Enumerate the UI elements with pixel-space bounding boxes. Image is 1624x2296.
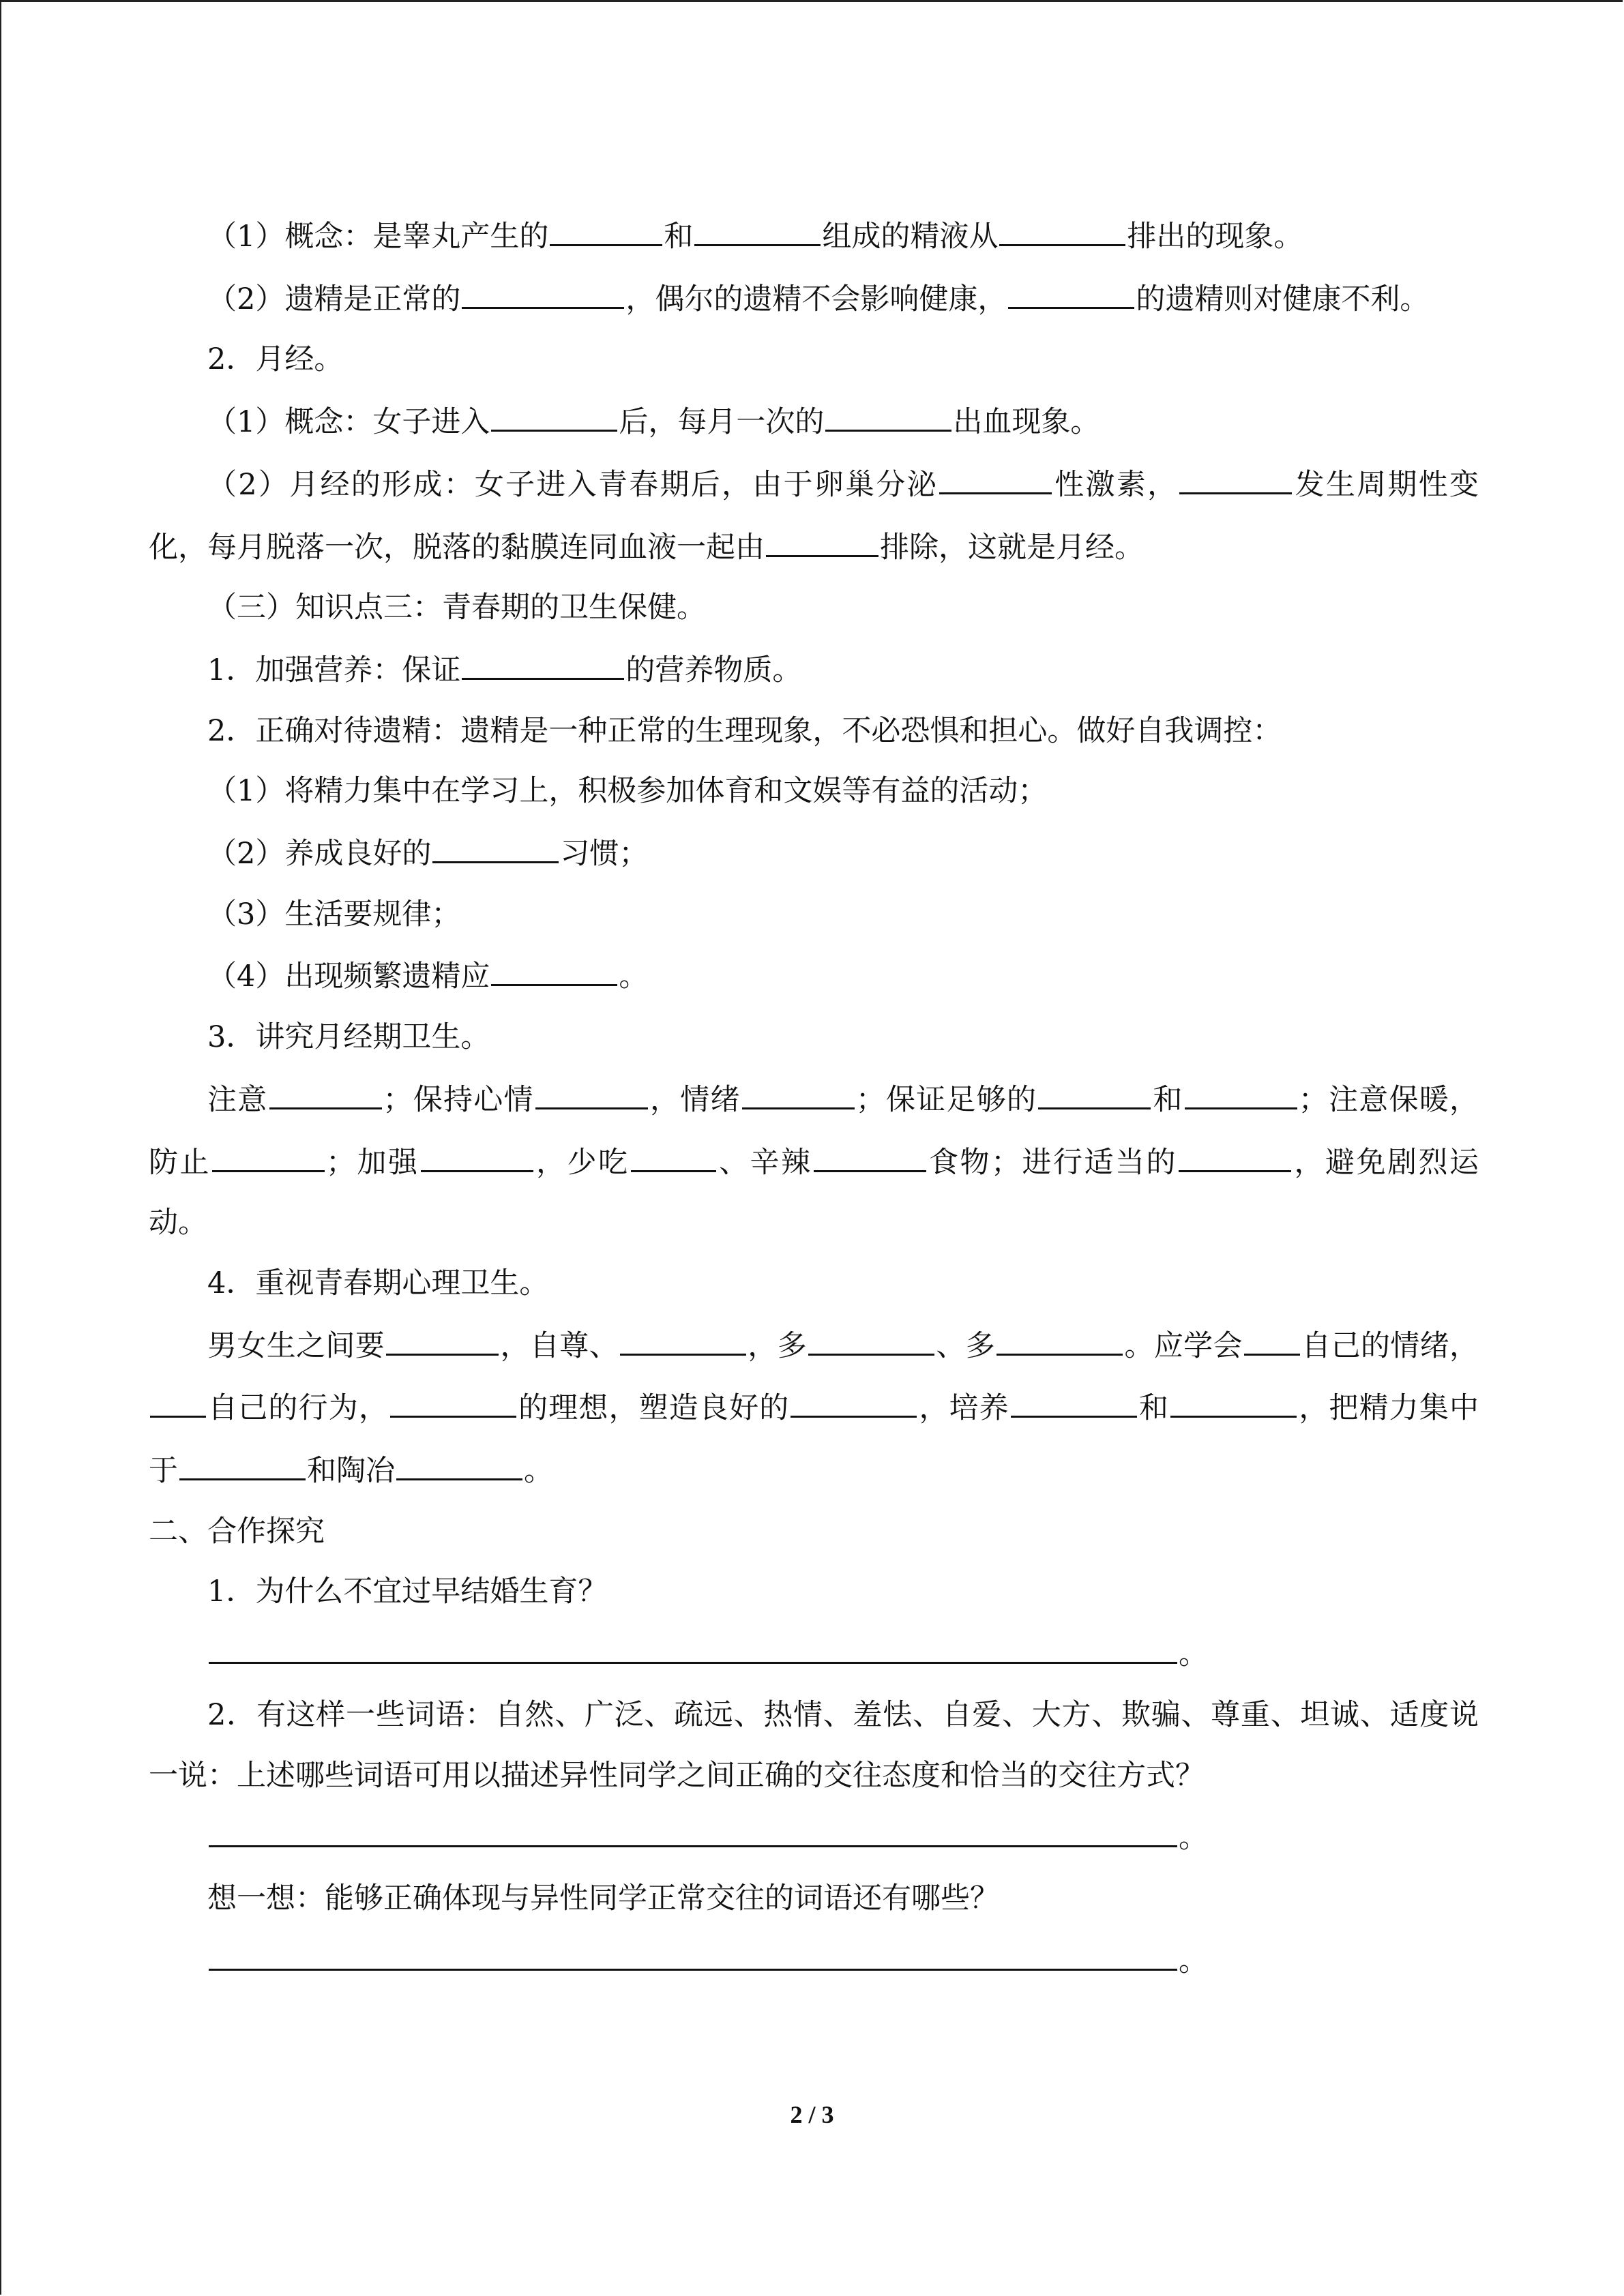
text-segment: 排除，这就是月经。 [880,530,1144,565]
paragraph-11 [149,944,1479,1007]
text-segment: ，情绪 [649,1082,741,1117]
text-segment: 想一想：能够正确体现与异性同学正常交往的词语还有哪些？ [207,1881,999,1915]
text-segment: ；保持心情 [383,1082,534,1117]
paragraph-12 [149,1007,1479,1068]
paragraph-4 [149,453,1479,578]
answer-blank[interactable] [1179,453,1292,494]
paragraph-9 [149,822,1479,884]
text-segment: 、辛辣 [717,1145,812,1180]
text-segment: （1）概念：女子进入 [207,405,490,440]
text-segment: 3．讲究月经期卫生。 [207,1020,490,1055]
text-segment: 的营养物质。 [625,653,802,687]
answer-blank[interactable] [766,516,879,557]
text-segment: 和 [1138,1391,1170,1426]
text-segment: 排出的现象。 [1127,220,1303,254]
text-segment: 后，每月一次的 [619,405,825,440]
text-segment: 和陶冶 [307,1454,395,1489]
paragraph-2 [149,329,1479,390]
text-segment: （1）概念：是睾丸产生的 [207,220,549,254]
paragraph-13 [149,1068,1479,1253]
paragraph-18 [149,1622,1479,1685]
paragraph-14 [149,1253,1479,1314]
answer-blank[interactable] [1038,1068,1151,1109]
text-segment: 出血现象。 [953,405,1100,440]
answer-blank[interactable] [996,1314,1123,1356]
paragraph-15 [149,1314,1479,1502]
paragraph-17 [149,1562,1479,1622]
paragraph-10 [149,884,1479,945]
text-segment: 。 [524,1454,553,1489]
text-segment: 组成的精液从 [822,220,999,254]
paragraph-19 [149,1685,1479,1806]
text-segment: 。 [1179,1637,1208,1672]
answer-blank[interactable] [491,944,617,986]
paragraph-21 [149,1868,1479,1929]
text-segment: ，避免剧烈运动。 [149,1145,1479,1240]
paragraph-22 [149,1929,1479,1992]
text-segment: 2．正确对待遗精：遗精是一种正常的生理现象，不必恐惧和担心。做好自我调控： [207,713,1282,748]
answer-blank[interactable] [535,1068,648,1109]
text-segment: ，把精力集中于 [149,1391,1479,1489]
text-segment: （2）遗精是正常的 [207,282,461,316]
text-segment: 和 [664,220,694,254]
text-segment: （三）知识点三：青春期的卫生保健。 [207,591,706,625]
paragraph-7 [149,701,1479,762]
paragraph-8 [149,761,1479,822]
answer-blank[interactable] [432,822,559,863]
text-segment: （2）养成良好的 [207,837,432,871]
answer-blank[interactable] [814,1131,926,1172]
answer-blank[interactable] [179,1439,306,1480]
text-segment: 。 [1179,1943,1208,1978]
answer-blank[interactable] [694,205,821,246]
answer-blank[interactable] [396,1439,522,1480]
answer-blank[interactable] [209,1929,1177,1971]
answer-blank[interactable] [808,1314,934,1356]
answer-blank[interactable] [386,1314,499,1356]
text-segment: 的理想，塑造良好的 [517,1391,790,1426]
text-segment: 性激素， [1052,467,1179,502]
answer-blank[interactable] [1011,1376,1137,1418]
answer-blank[interactable] [999,205,1125,246]
answer-blank[interactable] [825,390,951,432]
paragraph-0 [149,205,1479,267]
text-segment: 2．月经。 [207,342,344,377]
answer-blank[interactable] [421,1131,533,1172]
text-segment: 自己的行为， [207,1391,389,1426]
answer-blank[interactable] [1185,1068,1297,1109]
answer-blank[interactable] [550,205,662,246]
answer-blank[interactable] [742,1068,855,1109]
text-segment: 1．为什么不宜过早结婚生育？ [207,1575,608,1609]
text-segment: ，多 [747,1328,808,1363]
answer-blank[interactable] [1008,267,1134,309]
answer-blank[interactable] [620,1314,746,1356]
text-segment: ；注意保暖，防止 [149,1082,1479,1180]
text-segment: （2）月经的形成：女子进入青春期后，由于卵巢分泌 [207,467,938,502]
text-segment: 二、合作探究 [149,1514,325,1549]
text-segment: 食物；进行适当的 [927,1145,1177,1180]
answer-blank[interactable] [209,1806,1177,1847]
text-segment: 注意 [207,1082,268,1117]
worksheet-body [149,205,1479,1991]
text-segment: （1）将精力集中在学习上，积极参加体育和文娱等有益的活动； [207,774,1048,809]
text-segment: ，少吃 [534,1145,630,1180]
text-segment: 发生周期性变化，每月脱落一次，脱落的黏膜连同血液一起由 [149,467,1479,565]
paragraph-6 [149,638,1479,701]
text-segment: 自己的情绪， [1301,1328,1479,1363]
text-segment: 。应学会 [1124,1328,1243,1363]
text-segment: 。 [619,959,649,994]
answer-blank[interactable] [209,1622,1177,1664]
answer-blank[interactable] [269,1068,382,1109]
text-segment: 的遗精则对健康不利。 [1136,282,1430,316]
text-segment: 习惯； [560,837,649,871]
page-number: 2 / 3 [790,2101,834,2128]
text-segment: ，培养 [918,1391,1009,1426]
paragraph-3 [149,390,1479,453]
paragraph-5 [149,578,1479,638]
answer-blank[interactable] [462,638,624,680]
paragraph-20 [149,1806,1479,1868]
paragraph-1 [149,267,1479,330]
answer-blank[interactable] [150,1376,206,1418]
answer-blank[interactable] [939,453,1052,494]
answer-blank[interactable] [462,267,624,309]
text-segment: 4．重视青春期心理卫生。 [207,1266,549,1300]
text-segment: 和 [1152,1082,1183,1117]
text-segment: ；加强 [326,1145,419,1180]
text-segment: ，自尊、 [500,1328,619,1363]
text-segment: 男女生之间要 [207,1328,385,1363]
answer-blank[interactable] [631,1131,716,1172]
text-segment: ；保证足够的 [855,1082,1037,1117]
text-segment: （4）出现频繁遗精应 [207,959,490,994]
text-segment: （3）生活要规律； [207,897,461,931]
answer-blank[interactable] [791,1376,917,1418]
answer-blank[interactable] [491,390,617,432]
answer-blank[interactable] [1179,1131,1291,1172]
answer-blank[interactable] [390,1376,516,1418]
paragraph-16 [149,1502,1479,1562]
answer-blank[interactable] [212,1131,325,1172]
answer-blank[interactable] [1170,1376,1297,1418]
text-segment: 1．加强营养：保证 [207,653,461,687]
text-segment: 2．有这样一些词语：自然、广泛、疏远、热情、羞怯、自爱、大方、欺骗、尊重、坦诚、适度说一说：上述哪些词语可用以描述异性同学之间正确的交往态度和恰当的交往方式？ [149,1697,1479,1793]
text-segment: 。 [1179,1821,1208,1855]
text-segment: 、多 [936,1328,996,1363]
text-segment: ，偶尔的遗精不会影响健康， [625,282,1007,316]
answer-blank[interactable] [1244,1314,1300,1356]
